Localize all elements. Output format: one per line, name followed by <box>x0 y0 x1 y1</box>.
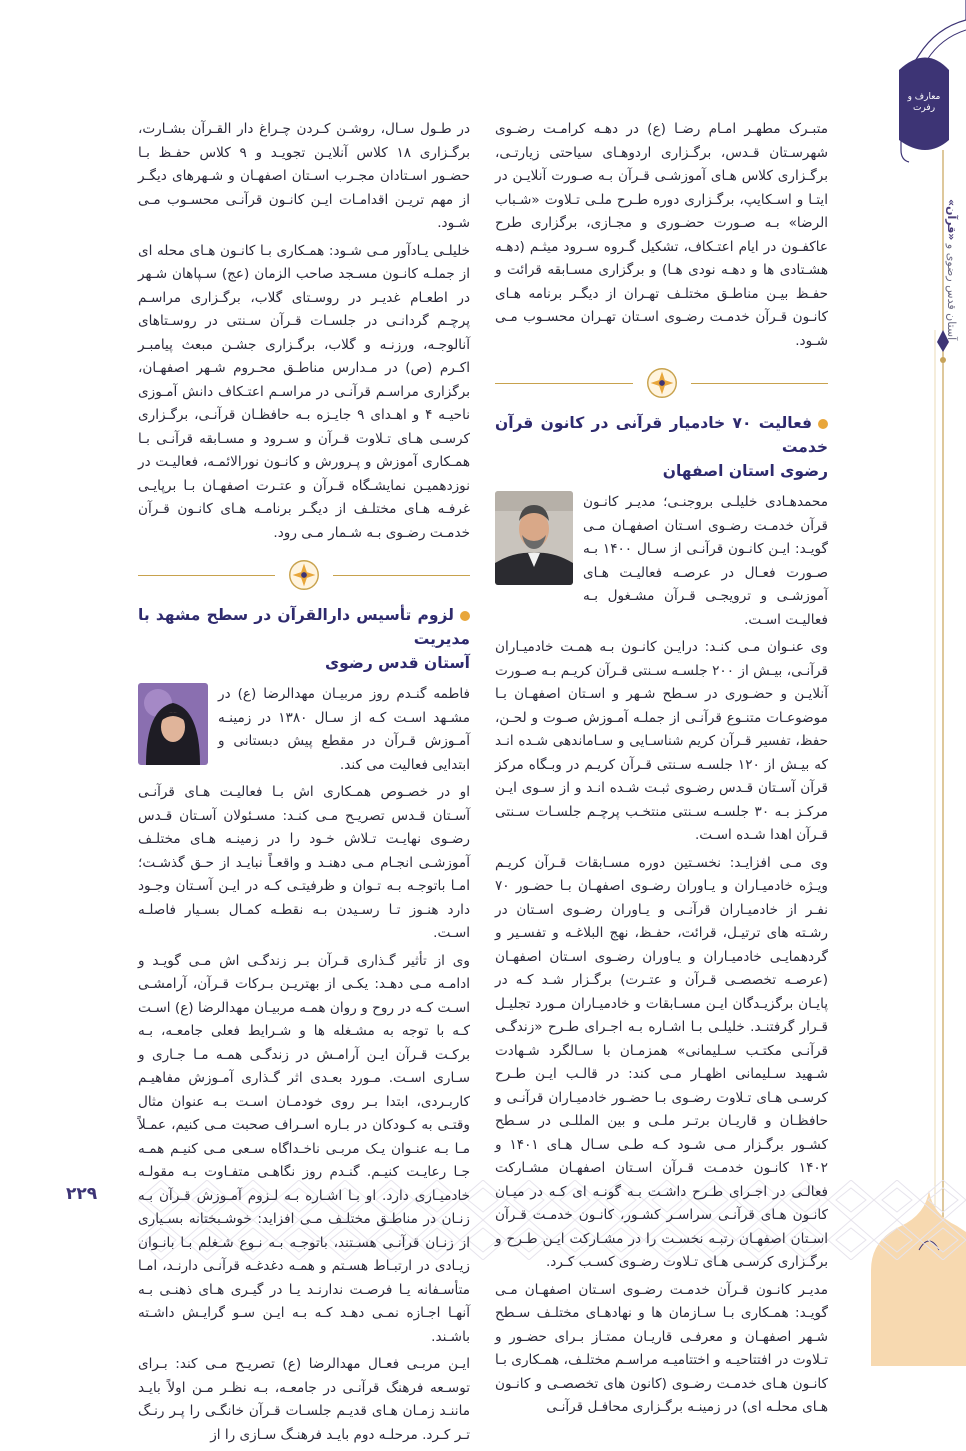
left-paragraph-3: فاطمه گنـدم روز مربیـان مهدالرضا (ع) در مشـهد اسـت کـه از سـال ۱۳۸۰ در زمینـه آمـوزش قـرآن در مقطع پیش دبستانی و ابتدایی فعالیت می کند. <box>218 686 470 773</box>
heading-line-2: آستان قدس رضوی <box>324 654 470 672</box>
portrait-photo-man <box>495 491 573 585</box>
section-heading-mashhad <box>138 603 470 675</box>
portrait-photo-woman <box>138 683 208 765</box>
left-paragraph-2: خلیلـی یـادآور مـی شـود: همـکاری بـا کانـون هـای محله ای از جملـه کانـون مسـجد صاحب الزمان (عج) سـپاهان شـهر در اطعـام غدیـر در روسـتای گلاب، برگـزاری مراسـم پرچـم گردانـی در جلسـات قـرآن سـنتی در روسـتاهای آنالوجـه، ورزنـه و گلاب، برگـزاری جشـن مبعث پیامبـر اکـرم (ص) در مـدارس مناطـق محـروم شـهر اصفهـان، برگزاری مراسـم قرآنـی در مراسـم اعتـکاف دانش آمـوزی ناحیـه ۴ و اهـدای ۹ جایـزه بـه حافظـان قرآنـی، برگـزاری کرسـی هـای تـلاوت قـرآن و سـرود و مسـابقه قرآنـی بـا همـکاری آموزش و پـرورش و کانـون نورالائمـه، فعالیـت در نوزدهمیـن نمایشـگاه قـرآن و عتـرت اصفهـان بـا برپایـی غرفـه هـای مختلـف از دیگـر برنامـه هـای کانـون قـرآن خدمـت رضـوی بـه شـمار مـی رود. <box>138 242 471 541</box>
right-paragraph-4: مدیـر کانـون قـرآن خدمـت رضـوی اسـتان اصفهـان مـی گویـد: همـکاری بـا سـازمان ها و نهادهـای مختلـف سـطح شـهر اصفهـان و معرفـی قاریـان ممتـاز بـرای حضـور و تـلاوت در افتتاحیـه و اختتامیـه مراسـم مختلـف، همـکاری بـا کانـون هـای خدمـت رضـوی (کانون های تخصصـی و کانـون هـای محلـه ای) در زمینـه برگـزاری محافـل قرآنـی <box>495 1281 828 1415</box>
sidebar <box>831 0 966 1366</box>
left-paragraph-4: او در خصـوص همـکاری اش بـا فعالیـت هـای قرآنـی آسـتان قـدس تصریـح مـی کنـد: مسـئولان آسـتان قـدس رضـوی نهایـت تـلاش خـود را در زمینـه هـای مختلـف آموزشـی انجـام مـی دهنـد و واقعـاً نبایـد از حـق گذشـت؛ امـا باتوجـه بـه تـوان و ظرفیتـی کـه در ایـن آسـتان وجـود دارد هنـوز تـا رسـیدن بـه نقطـه کمـال بسـیار فاصلـه اسـت. <box>138 784 470 941</box>
section-title: «قرآن» <box>945 198 958 241</box>
right-paragraph-1: محمدهـادی خلیلـی بروجنـی؛ مدیـر کانـون قرآن خدمـت رضـوی اسـتان اصفهـان مـی گویـد: ایـن کانـون قرآنـی از سـال ۱۴۰۰ بـه صـورت فعـال در عرصـه فعالیـت هـای آموزشـی و ترویجـی قـرآن مشـغول بـه فعالیـت اسـت. <box>583 494 828 628</box>
section-divider <box>495 363 828 403</box>
section-divider <box>138 555 470 595</box>
left-paragraph-6: ایـن مربـی فعـال مهدالرضا (ع) تصریـح مـی کند: بـرای توسـعه فرهنگ قرآنـی در جامعـه، بـه نظـر مـن اولاً بایـد ماننـد زمـان هـای قدیـم جلسـات قـرآن خانگـی را پـر رنـگ تـر کـرد. مرحلـه دوم بایـد فرهنـگ سـازی را از <box>138 1356 470 1443</box>
heading-line-1: فعالیت ۷۰ خادمیار قرآنی در کانون قرآن خدمت <box>495 414 828 456</box>
bullet-dot-icon <box>818 419 828 429</box>
heading-line-2: رضوی استان اصفهان <box>662 462 828 480</box>
section-heading-isfahan <box>495 411 828 483</box>
right-paragraph-2: وی عنـوان مـی کنـد: درایـن کانـون بـه همـت خادمیـاران قرآنـی، بیـش از ۲۰۰ جلسـه سـنتی قـرآن کریـم بـه صـورت آنلایـن و حضـوری در سـطح شـهر و اسـتان اصفهـان بـا موضوعـات متنـوع قرآنـی از جملـه آمـوزش صـوت و لحـن، حفظ، تفسیر قـرآن کریم شناسـایی و سـاماندهی شـده انـد که بیـش از ۱۲۰ جلسـه سـنتی قـرآن کریـم در وبـگاه مرکز قرآن آسـتان قـدس رضـوی ثبـت شـده انـد و از سـوی ایـن مرکـز بـه ۳۰ جلسـه سـنتی منتخـب پرچـم جلسـات سـنتی قـرآن اهدا شـده اسـت. <box>495 639 828 843</box>
left-column <box>138 118 470 1451</box>
ornament-medallion-icon <box>643 364 681 402</box>
ornament-medallion-icon <box>285 556 323 594</box>
section-vertical-title <box>928 150 958 340</box>
right-intro-paragraph: متبـرک مطهـر امـام رضـا (ع) در دهـه کرامـت رضـوی شهرسـتان قـدس، برگـزاری اردوهـای سیاحتی زیارتـی، برگـزاری کلاس هـای آموزشـی قـرآن بـه صـورت آنلایـن در ایتـا و اسـکایپ، برگـزاری دوره طـرح ملـی تـلاوت «شـباب الرضا» بـه صـورت حضـوری و مجـازی، برگزاری طرح عاکفـون در ایام اعتـکاف، تشکیل گـروه سـرود میثـم (دهـه هشـتادی ها و دهـه نودی هـا) و برگزاری مسـابقه قرائت و حفـظ بیـن مناطـق مختلـف تهـران از دیگـر برنامه هـای کانـون قـرآن خدمـت رضـوی اسـتان تهـران محسـوب مـی شـود. <box>495 121 828 349</box>
right-column <box>495 118 828 1424</box>
section-subtitle: آستان قدس رضوی و <box>945 243 958 340</box>
page-number: ۲۲۹ <box>66 1184 98 1204</box>
logo-text: معارف و رفرت <box>907 92 941 113</box>
left-paragraph-1: در طـول سـال، روشـن کـردن چـراغ دار القـرآن بشـارت، برگـزاری ۱۸ کلاس آنلایـن تجویـد و ۹ کلاس حفـظ بـا حضـور اسـتادان مجـرب اسـتان اصفهـان و شـهرهای دیگـر از مهم تریـن اقدامـات ایـن کانـون قرآنـی محسـوب مـی شـود. <box>138 121 470 231</box>
heading-line-1: لزوم تأسیس دارالقرآن در سطح مشهد با مدیریت <box>138 606 470 648</box>
right-paragraph-3: وی مـی افزایـد: نخسـتین دوره مسـابقات قـرآن کریـم ویـژه خادمیـاران و یـاوران رضـوی اصفهـان بـا حضـور ۷۰ نفـر از خادمیـاران قرآنـی و یـاوران رضـوی اسـتان در رشـته های ترتیـل، قرائت، حفـظ، نهج البلاغـه و تفسـیر و گردهمایـی خادمیـاران و یـاوران رضـوی اسـتان اصفهـان (عرصـه تخصصـی قـرآن و عتـرت) برگـزار شـد کـه در پایـان برگزیـدگان ایـن مسـابقات و خادمیـاران مـورد تجلیـل قـرار گرفتنـد. خلیلـی بـا اشـاره بـه اجـرای طـرح «زندگـی قرآنـی مکتـب سـلیمانی» همزمـان با سـالگرد شـهادت شـهید سـلیمانی اظهـار مـی کند: در قالـب ایـن طـرح کرسـی هـای تـلاوت رضـوی بـا حضـور خادمیـاران قرآنـی و حافظـان و قاریـان برتـر ملـی و بین المللـی در سـطح کشـور برگـزار مـی شـود کـه طـی سـال هـای ۱۴۰۱ و ۱۴۰۲ کانـون خدمـت قـرآن اسـتان اصفهـان مشـارکت فعالـی در اجـرای طـرح داشـت بـه گونـه ای کـه در میـان کانـون هـای قرآنـی سراسـر کشـور، کانـون خدمـت قـرآن اسـتان اصفهـان رتبـه نخسـت را در مشـارکت ایـن طـرح و برگـزاری کرسـی هـای تـلاوت رضـوی کسـب کـرد. <box>495 854 828 1270</box>
bullet-dot-icon <box>460 611 470 621</box>
left-paragraph-5: وی از تأثیر گـذاری قـرآن بـر زندگـی اش مـی گویـد و ادامـه مـی دهـد: یکـی از بهتریـن بـرکات قـرآن، آرامشـی اسـت کـه در روح و روان همـه مربیـان مهدالرضا (ع) اسـت کـه با توجه به مشـغله ها و شـرایط فعلی جامعـه، بـه برکـت قـرآن ایـن آرامـش در زندگـی همـه مـا جـاری و سـاری اسـت. مـورد بعـدی اثر گـذاری آمـوزش مفاهیـم کاربـردی، ابتدا بـر روی خودمـان اسـت بـه عنوان مثال وقتـی به کـودکان در بـاره اسـراف صحبت مـی کنیم، عمـلاً مـا بـه عنـوان یـک مربـی ناخـداگاه سـعی مـی کنیـم همـه جـا رعایـت کنیـم. گنـدم روز نگاهـی متفـاوت بـه مقولـه خادمیـاری دارد. او بـا اشـاره بـه لـزوم آمـوزش قـرآن بـه زنـان در مناطـق مختلـف مـی افزاید: خوشـبختانه بسـیاری از زنـان قرآنـی هسـتند، باتوجـه بـه نـوع شـغلم بـا بانـوان زیـادی در ارتبـاط هسـتم و همـه دغدغـه قرآنـی دارنـد، امـا متأسـفانه یـا فرصـت ندارنـد یـا در گیـری هـای ذهنـی بـه آنهـا اجـازه نمـی دهـد کـه بـه ایـن سـو گرایـش داشـته باشـند. <box>138 952 470 1345</box>
